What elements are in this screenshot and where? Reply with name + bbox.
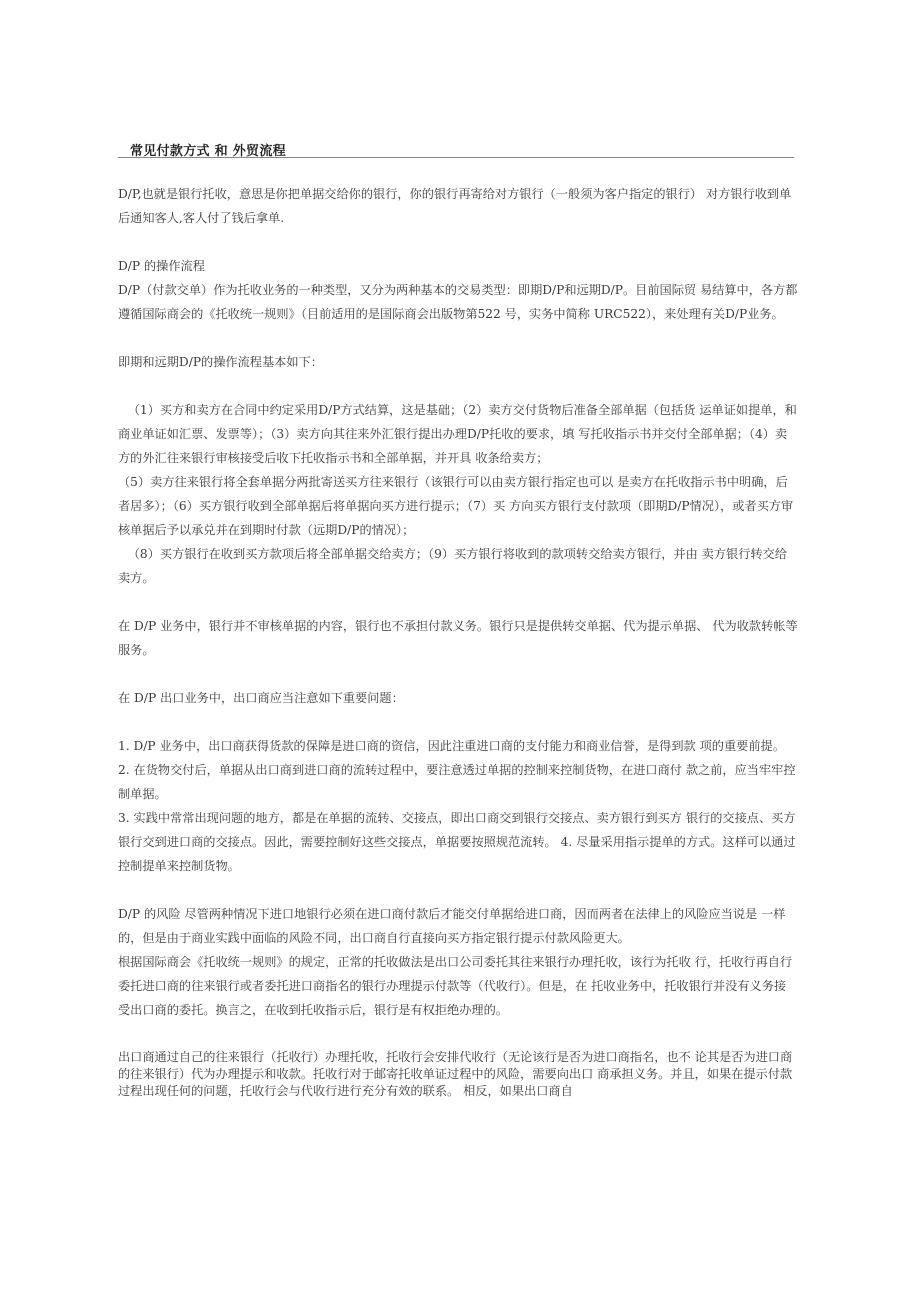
ops-heading: D/P 的操作流程: [118, 259, 205, 273]
spacer: [118, 662, 798, 686]
document-body: [118, 182, 798, 1100]
risk-paragraph-1: D/P 的风险 尽管两种情况下进口地银行必须在进口商付款后才能交付单据给进口商，因而两者在法律上的风险应当说是 一样的，但是由于商业实践中面临的风险不同，出口商自行直接向买方指定银行提示付款风险更大。: [118, 907, 786, 945]
flow-steps-1: （1）买方和卖方在合同中约定采用D/P方式结算，这是基础；（2）卖方交付货物后准备全部单据（包括货 运单证如提单，和商业单证如汇票、发票等）；（3）卖方向其往来外汇银行提出办理D/P托收的要求，填 写托收指示书并交付全部单据；（4）卖方的外汇往来银行审核接受后收下托收指示书和全部单据，并开具 收条给卖方；: [118, 403, 797, 465]
last-paragraph: 出口商通过自己的往来银行（托收行）办理托收，托收行会安排代收行（无论该行是否为进口商指名，也不 论其是否为进口商的往来银行）代为办理提示和收款。托收行对于邮寄托收单证过程中的风险，需要向出口 商承担义务。并且，如果在提示付款过程出现任何的问题，托收行会与代收行进行充分有效的联系。 相反，如果出口商自: [118, 1050, 793, 1098]
bank-role-paragraph: 在 D/P 业务中，银行并不审核单据的内容，银行也不承担付款义务。银行只是提供转交单据、代为提示单据、 代为收款转帐等服务。: [118, 619, 798, 657]
export-heading: 在 D/P 出口业务中，出口商应当注意如下重要问题：: [118, 691, 404, 705]
spacer: [118, 1022, 798, 1046]
intro-paragraph: D/P,也就是银行托收，意思是你把单据交给你的银行，你的银行再寄给对方银行（一般须为客户指定的银行） 对方银行收到单后通知客人,客人付了钱后拿单.: [118, 187, 792, 225]
spacer: [118, 878, 798, 902]
point-2: 2. 在货物交付后，单据从出口商到进口商的流转过程中，要注意透过单据的控制来控制货物，在进口商付 款之前，应当牢牢控制单据。: [118, 763, 796, 801]
spacer: [118, 326, 798, 350]
title-underline: [118, 157, 794, 158]
risk-paragraph-2: 根据国际商会《托收统一规则》的规定，正常的托收做法是出口公司委托其往来银行办理托收，该行为托收 行，托收行再自行委托进口商的往来银行或者委托进口商指名的银行办理提示付款等（代收行）。但是，在 托收业务中，托收银行并没有义务接受出口商的委托。换言之，在收到托收指示后，银行是有权拒绝办理的。: [118, 955, 793, 1017]
ops-paragraph: D/P（付款交单）作为托收业务的一种类型，又分为两种基本的交易类型：即期D/P和远期D/P。目前国际贸 易结算中，各方都遵循国际商会的《托收统一规则》（目前适用的是国际商会出版物第522 号，实务中简称 URC522），来处理有关D/P业务。: [118, 283, 798, 321]
document-title: 常见付款方式 和 外贸流程: [130, 144, 286, 159]
point-1: 1. D/P 业务中，出口商获得货款的保障是进口商的资信，因此注重进口商的支付能力和商业信誉，是得到款 项的重要前提。: [118, 739, 785, 753]
flow-steps-2: （5）卖方往来银行将全套单据分两批寄送买方往来银行（该银行可以由卖方银行指定也可以 是卖方在托收指示书中明确，后者居多）；（6）买方银行收到全部单据后将单据向买方进行提示；（7）买 方向买方银行支付款项（即期D/P情况），或者买方审核单据后予以承兑并在到期时付款（远期D/P的情况）；: [118, 475, 794, 537]
point-3: 3. 实践中常常出现问题的地方，都是在单据的流转、交接点，即出口商交到银行交接点、卖方银行到买方 银行的交接点、买方银行交到进口商的交接点。因此，需要控制好这些交接点，单据要按照规范流转。 4. 尽量采用指示提单的方式。这样可以通过控制提单来控制货物。: [118, 811, 796, 873]
spacer: [118, 230, 798, 254]
spacer: [118, 590, 798, 614]
spacer: [118, 710, 798, 734]
flow-steps-3: （8）买方银行在收到买方款项后将全部单据交给卖方；（9）买方银行将收到的款项转交给卖方银行，并由 卖方银行转交给卖方。: [118, 547, 787, 585]
spacer: [118, 374, 798, 398]
flow-intro-paragraph: 即期和远期D/P的操作流程基本如下：: [118, 355, 323, 369]
